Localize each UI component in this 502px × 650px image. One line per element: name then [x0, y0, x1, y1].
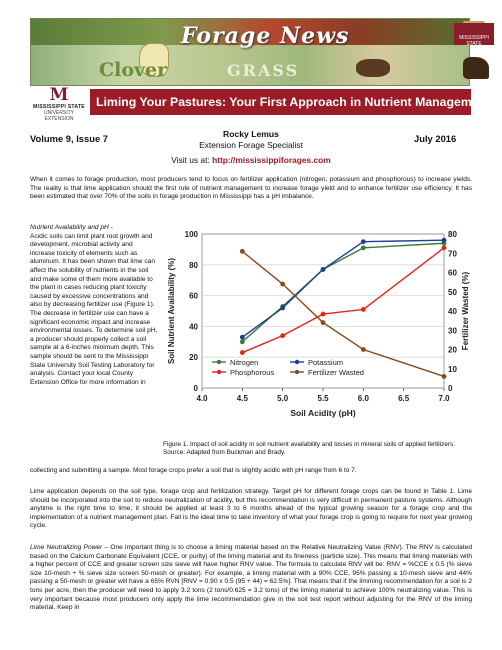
y-tick-label: 20: [189, 353, 198, 363]
chart-series: [240, 238, 446, 379]
data-point-potassium: [442, 238, 447, 243]
logo-sub-university: UNIVERSITY: [43, 110, 74, 116]
legend-marker-potassium: [295, 360, 299, 364]
logo-name: MISSISSIPPI STATE: [33, 104, 85, 110]
series-line-nitrogen: [242, 243, 444, 342]
extension-logo-text: MISSISSIPPI STATE: [454, 23, 494, 45]
data-point-phosphorous: [442, 245, 447, 250]
issue-date: July 2016: [414, 133, 457, 144]
data-point-potassium: [240, 335, 245, 340]
legend-label-fertilizer-wasted: Fertilizer Wasted: [308, 368, 364, 377]
visit-label: Visit us at:: [171, 155, 213, 165]
data-point-fertilizer-wasted: [240, 249, 245, 254]
y2-tick-label: 50: [448, 287, 457, 297]
legend-label-nitrogen: Nitrogen: [230, 358, 259, 367]
data-point-fertilizer-wasted: [280, 282, 285, 287]
visit-line: [0, 155, 502, 165]
horse-rider-icon: [463, 57, 489, 79]
lime-neutralizing-paragraph: [30, 544, 472, 613]
x-tick-label: 6.5: [398, 394, 410, 403]
website-link[interactable]: http://mississippiforages.com: [212, 155, 331, 165]
x-tick-label: 5.0: [277, 394, 289, 403]
data-point-phosphorous: [321, 312, 326, 317]
banner-word-grass: GRASS: [227, 61, 300, 80]
newsletter-banner: [30, 18, 489, 86]
legend-label-potassium: Potassium: [308, 358, 344, 367]
y2-tick-label: 60: [448, 268, 457, 278]
data-point-potassium: [280, 306, 285, 311]
legend-marker-nitrogen: [217, 360, 221, 364]
data-point-phosphorous: [361, 307, 366, 312]
y-tick-label: 60: [189, 291, 198, 301]
y-tick-label: 100: [184, 230, 198, 239]
y2-tick-label: 40: [448, 307, 457, 316]
left-column-text: Acidic soils can limit plant root growth and development, microbial activity and increase toxicity of elements such as aluminum. It has been shown that lime can affect the solubility of nutrients in the soil and make some of them more available to the plant in cases reducing plant toxicity caused by excessive concentrations and also by decreasing fertilizer use (Figure 1). The decrease in fertilizer use can have a significant economic impact and increase environmental losses. To determine soil pH, a producer should properly collect a soil sample at a 6-inches minimum depth. This sample should be sent to the Mississippi State University Soil Testing Laboratory for analysis. Contact your local County Extension Office for more information in: [30, 232, 158, 386]
chart-svg: [162, 224, 474, 438]
x-tick-label: 7.0: [438, 394, 450, 403]
data-point-fertilizer-wasted: [442, 374, 447, 379]
data-point-phosphorous: [280, 333, 285, 338]
data-point-potassium: [321, 267, 326, 272]
legend-marker-phosphorous: [217, 370, 221, 374]
legend-label-phosphorous: Phosphorous: [230, 368, 275, 377]
university-logo: [30, 86, 88, 132]
y-tick-label: 80: [189, 260, 198, 270]
sample-paragraph-end: collecting and submitting a sample. Most forage crops prefer a soil that is slightly acidic with pH range from 6 to 7.: [30, 467, 357, 474]
article-title: Liming Your Pastures: Your First Approach in Nutrient Management: [96, 95, 491, 109]
y2-tick-label: 80: [448, 230, 457, 239]
chart-legend: [212, 358, 364, 377]
data-point-nitrogen: [361, 245, 366, 250]
x-tick-label: 5.5: [317, 394, 329, 403]
logo-mark: M: [49, 85, 69, 105]
x-tick-label: 6.0: [357, 394, 369, 403]
data-point-nitrogen: [240, 339, 245, 344]
y2-tick-label: 30: [448, 326, 457, 336]
y2-tick-label: 20: [448, 345, 457, 355]
legend-marker-fertilizer-wasted: [295, 370, 299, 374]
y2-axis-label: Fertilizer Wasted (%): [461, 271, 470, 351]
logo-sub-extension: EXTENSION: [44, 116, 74, 122]
y2-tick-label: 70: [448, 249, 457, 259]
issue-label: Volume 9, Issue 7: [30, 133, 108, 144]
author-name: Rocky Lemus: [223, 129, 279, 139]
data-point-fertilizer-wasted: [321, 320, 326, 325]
y-tick-label: 40: [189, 322, 198, 332]
cow-icon: [356, 59, 390, 77]
y-axis-label: Soil Nutrient Availability (%): [167, 257, 176, 365]
lime-application-paragraph: Lime application depends on the soil type, forage crop and fertilization strategy. Target pH for different forage crops can be found in Table 1. Lime should be incorporated into the soil to reduce neutralization of acidity, but this recommendation is very difficult in permanent pasture systems. Although anytime is the right time to lime, it should be applied at least 3 to 6 months ahead of the typical growing season for a forage crop and the implementation of a nutrient management plan. Fall is the ideal time to take inventory of what your forage crop is going to require for next year growing cycle.: [30, 488, 472, 530]
banner-title: Forage News: [181, 23, 350, 49]
banner-word-clover: Clover: [99, 59, 168, 81]
x-tick-label: 4.0: [196, 394, 208, 403]
chart-axes: [167, 230, 470, 418]
data-point-phosphorous: [240, 350, 245, 355]
series-line-phosphorous: [242, 248, 444, 353]
lime-neutralizing-text: – One important thing is to choose a liming material based on the Relative Neutralizing Value (RNV). The RNV is calculated based on the Calcium Carbonate Equivalent (CCE, or purity) of the liming material and its fineness (particle size). This means that liming materials with a higher percent of CCE and greater screen size sieve will have higher RNV value. The formula to calculate RNV will be: RNV = %CCE x 0.5 (% sieve size 10-mesh + % sieve size screen 50-mesh or greater). For example, a liming material with a 90% CCE, 95% passing a 10-mesh sieve and 44% passing a 50-mesh or greater will have a 65% RVN [RNV = 0.90 x 0.5 (95 + 44) = 62.5%]. That means that if the limming recommendation for a soil is 2 tons per acre, then the producer will need to apply 3.2 tons (2 tons/0.625 = 3.2 tons) of the liming material to achieve 100% neutralizing value. This is very important because most producers only apply the lime recommendation give in the soil test report without adjusting for the RNV of the liming material. Keep in: [30, 544, 472, 612]
section-heading-nutrient: Nutrient Availability and pH -: [30, 224, 113, 231]
section-heading-lime: Lime Neutralizing Power: [30, 544, 103, 551]
article-title-bar: [90, 89, 491, 115]
intro-paragraph: When it comes to forage production, most producers tend to focus on fertilizer application (nitrogen, potassium and phosphorous) to increase yields. The reality is that lime application should the first rule of nutrient management to increase forage yield and to enhance fertilizer use efficiency. It has been estimated that over 70% of the soils in forage production in Mississippi has a pH imbalance.: [30, 176, 472, 201]
author-role: Extension Forage Specialist: [199, 140, 303, 150]
y-tick-label: 0: [193, 384, 198, 393]
x-axis-label: Soil Acidity (pH): [290, 408, 356, 418]
y2-tick-label: 10: [448, 364, 457, 374]
y2-tick-label: 0: [448, 384, 453, 393]
figure-caption: Figure 1. Impact of soil acidity in soil nutrient availability and losses in mineral soils of applied fertilizers. Source: Adapted from Buckman and Brady.: [163, 441, 455, 457]
data-point-fertilizer-wasted: [361, 347, 366, 352]
x-tick-label: 4.5: [236, 394, 248, 403]
series-line-potassium: [242, 240, 444, 337]
left-column: [30, 224, 158, 387]
figure-1-chart: [162, 224, 474, 438]
data-point-potassium: [361, 239, 366, 244]
